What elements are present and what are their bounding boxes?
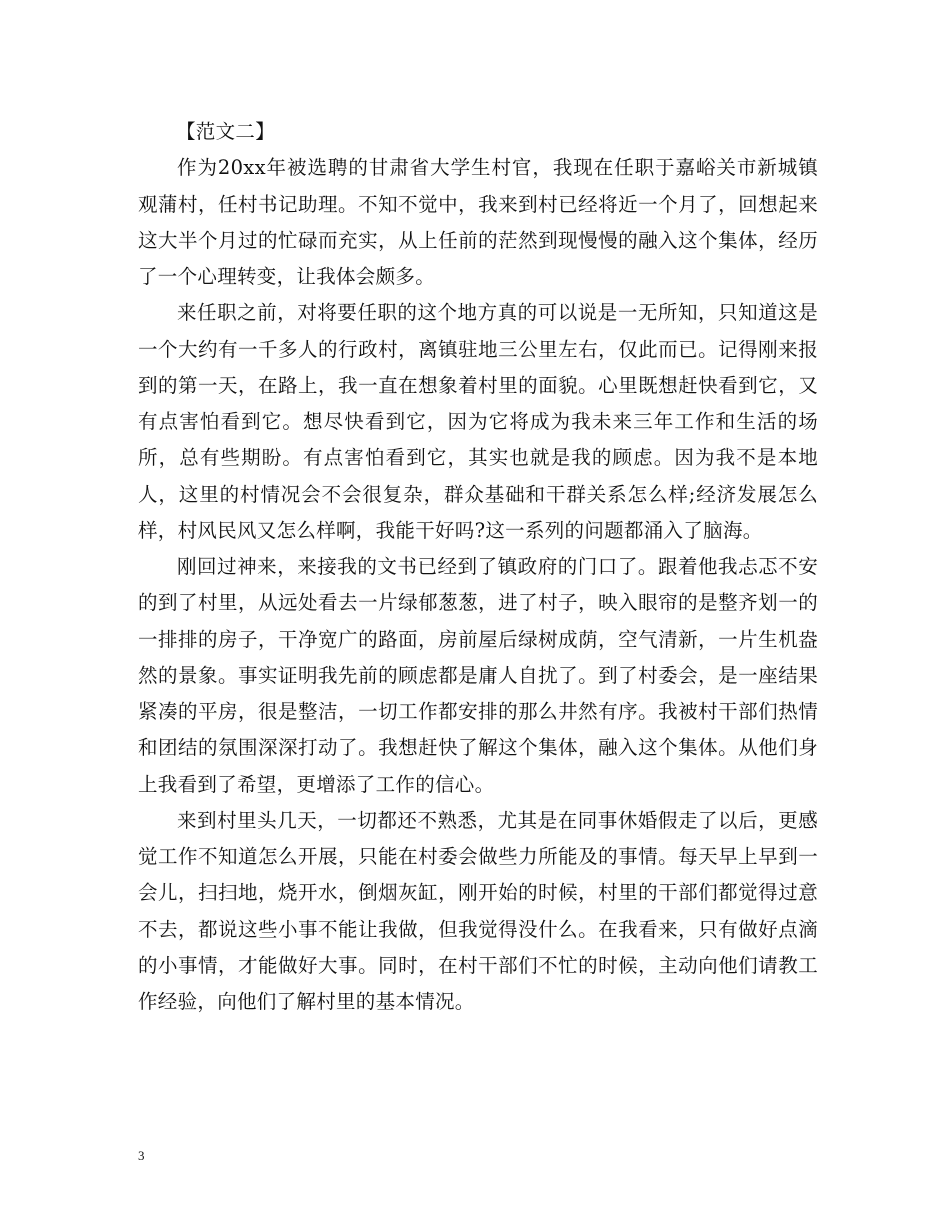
page-number: 3 bbox=[138, 1148, 145, 1163]
document-body bbox=[138, 114, 818, 1020]
paragraph-2: 来任职之前，对将要任职的这个地方真的可以说是一无所知，只知道这是一个大约有一千多人的行政村，离镇驻地三公里左右，仅此而已。记得刚来报到的第一天，在路上，我一直在想象着村里的面貌。心里既想赶快看到它，又有点害怕看到它。想尽快看到它，因为它将成为我未来三年工作和生活的场所，总有些期盼。有点害怕看到它，其实也就是我的顾虑。因为我不是本地人，这里的村情况会不会很复杂，群众基础和干群关系怎么样;经济发展怎么样，村风民风又怎么样啊，我能干好吗?这一系列的问题都涌入了脑海。 bbox=[138, 301, 818, 542]
section-heading: 【范文二】 bbox=[176, 120, 276, 143]
paragraph-3: 刚回过神来，来接我的文书已经到了镇政府的门口了。跟着他我忐忑不安的到了村里，从远处看去一片绿郁葱葱，进了村子，映入眼帘的是整齐划一的一排排的房子，干净宽广的路面，房前屋后绿树成荫，空气清新，一片生机盎然的景象。事实证明我先前的顾虑都是庸人自扰了。到了村委会，是一座结果紧凑的平房，很是整洁，一切工作都安排的那么井然有序。我被村干部们热情和团结的氛围深深打动了。我想赶快了解这个集体，融入这个集体。从他们身上我看到了希望，更增添了工作的信心。 bbox=[138, 555, 818, 796]
paragraph-1: 作为20xx年被选聘的甘肃省大学生村官，我现在任职于嘉峪关市新城镇观蒲村，任村书记助理。不知不觉中，我来到村已经将近一个月了，回想起来这大半个月过的忙碌而充实，从上任前的茫然到现慢慢的融入这个集体，经历了一个心理转变，让我体会颇多。 bbox=[138, 156, 818, 288]
paragraph-4: 来到村里头几天，一切都还不熟悉，尤其是在同事休婚假走了以后，更感觉工作不知道怎么开展，只能在村委会做些力所能及的事情。每天早上早到一会儿，扫扫地，烧开水，倒烟灰缸，刚开始的时候，村里的干部们都觉得过意不去，都说这些小事不能让我做，但我觉得没什么。在我看来，只有做好点滴的小事情，才能做好大事。同时，在村干部们不忙的时候，主动向他们请教工作经验，向他们了解村里的基本情况。 bbox=[138, 808, 818, 1013]
